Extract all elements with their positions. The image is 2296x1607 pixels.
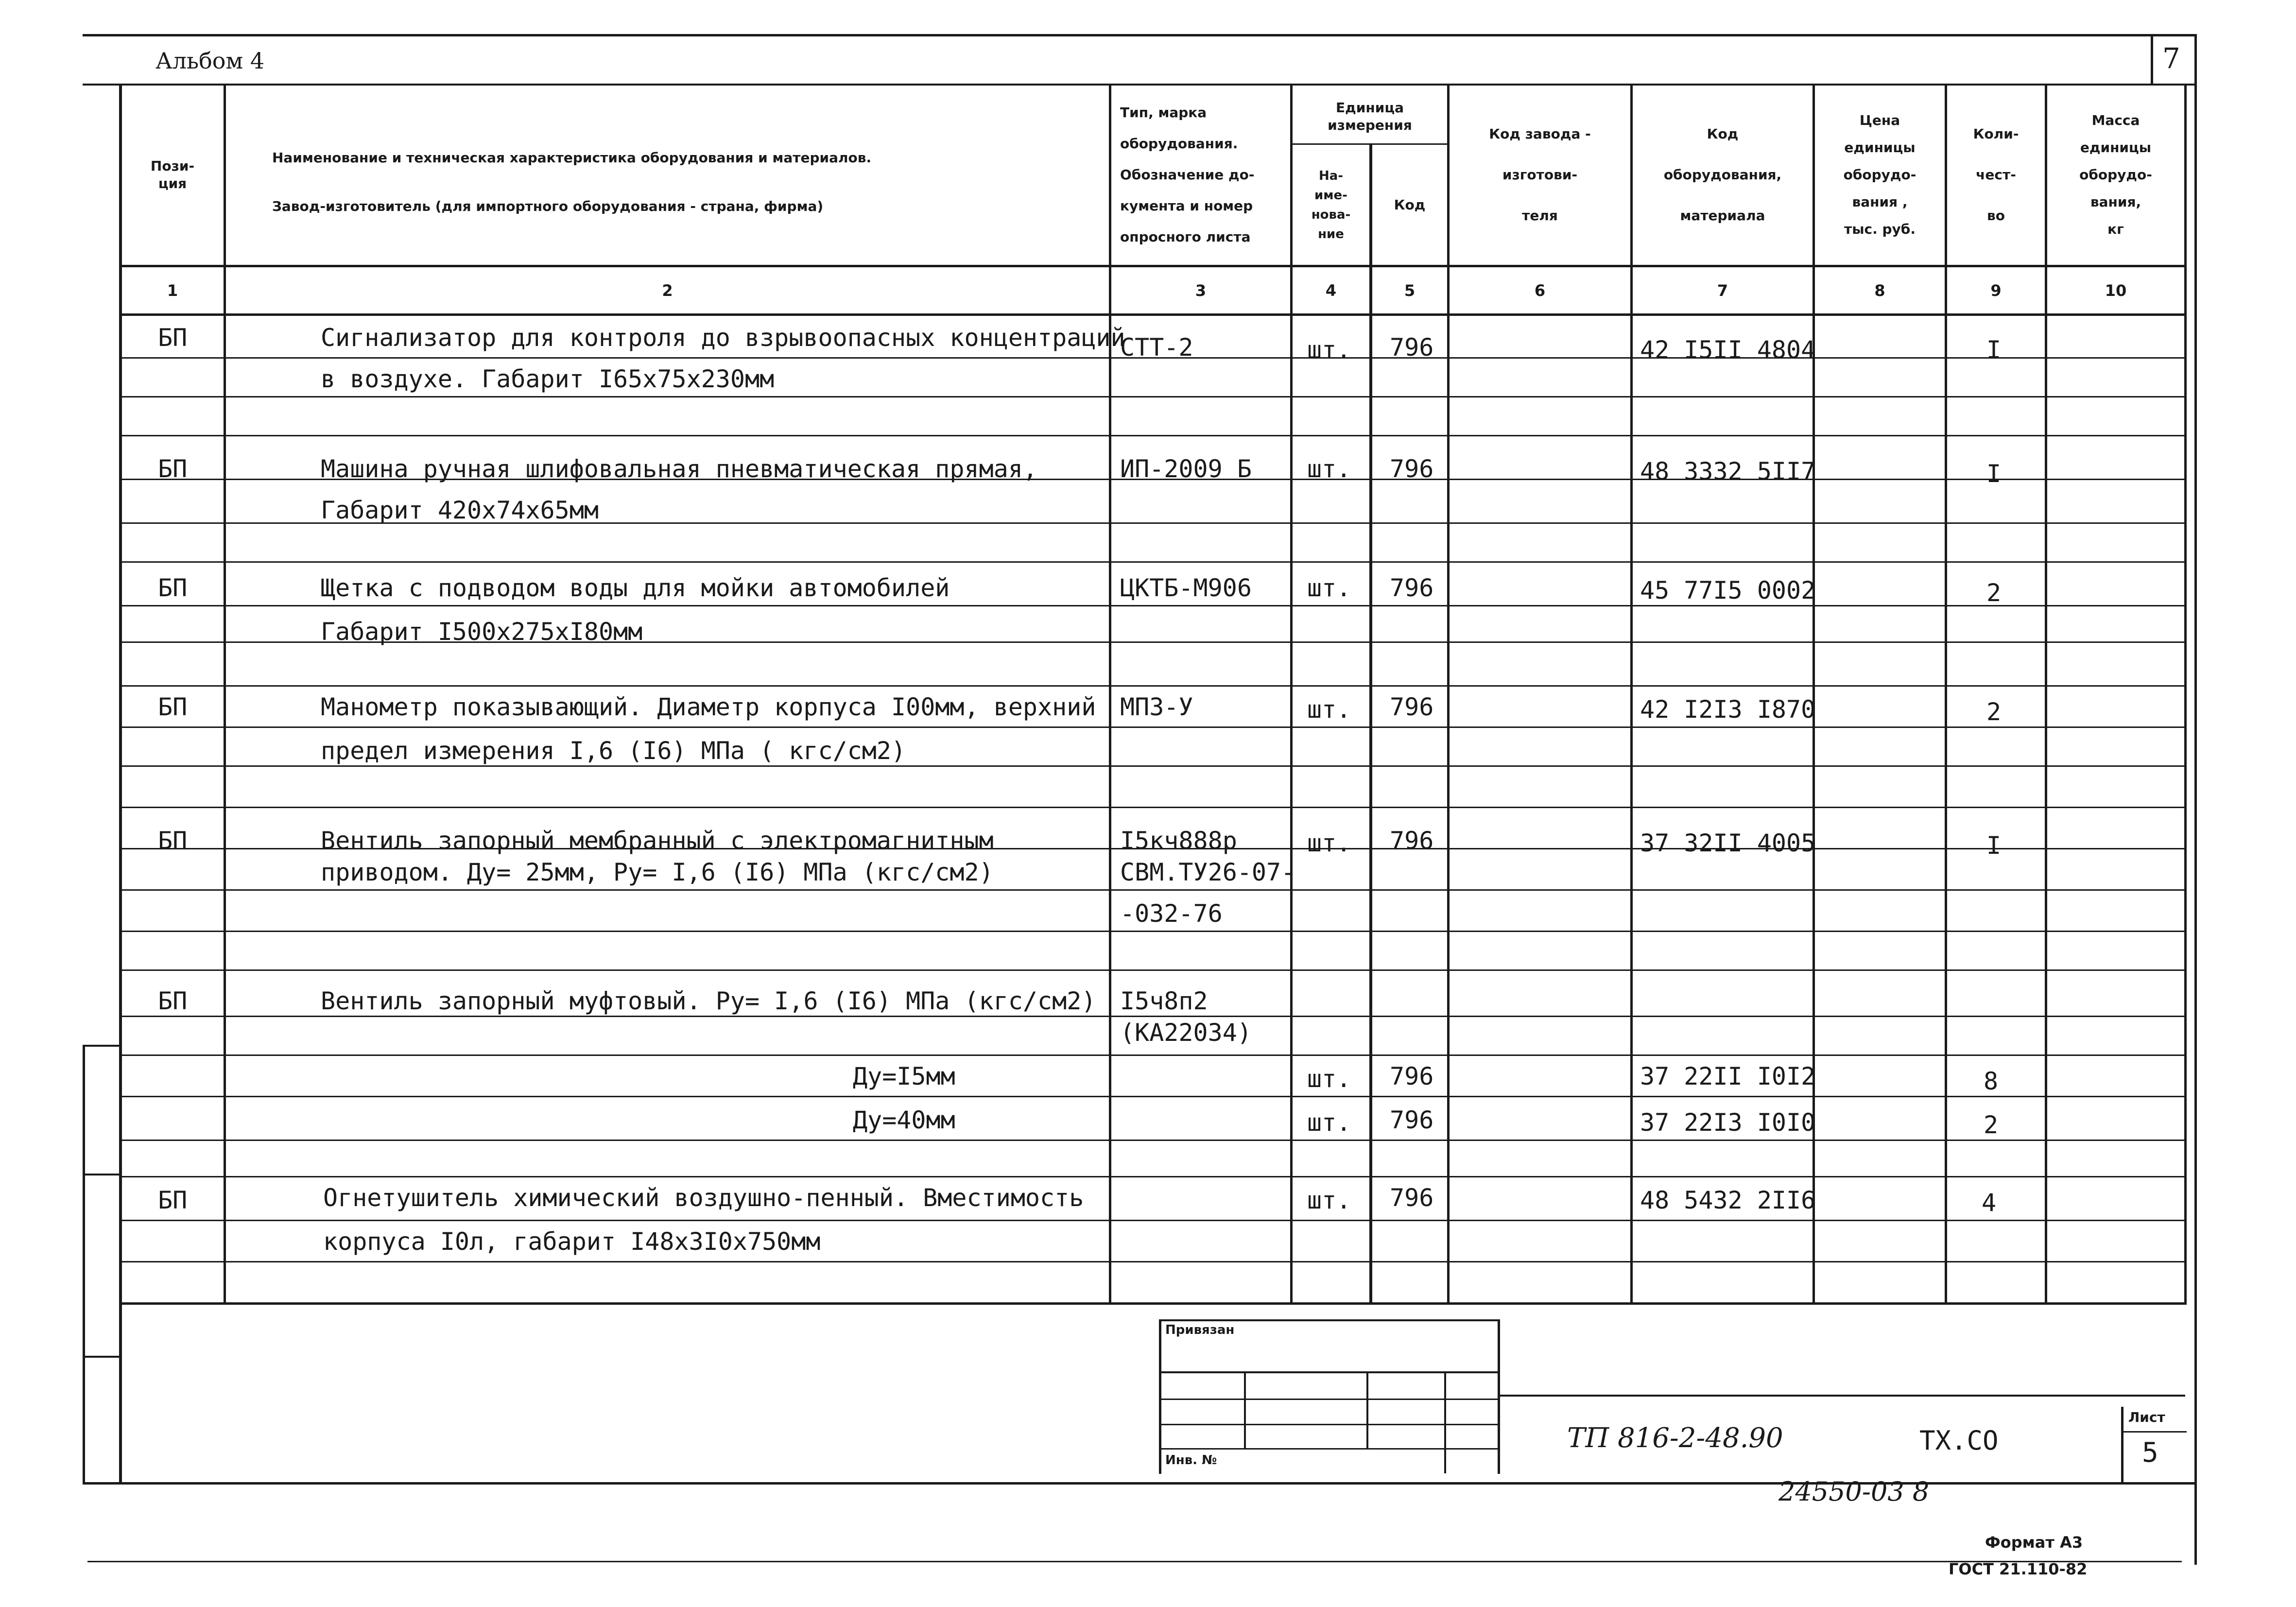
header-unit-code: Код bbox=[1394, 196, 1426, 213]
header-type: Тип, марка оборудования. Обозначение до- кумента и номер опросного листа bbox=[1120, 104, 1255, 245]
album-label: Альбом 4 bbox=[155, 48, 265, 74]
item-6-sub-2-code: 796 bbox=[1390, 1106, 1434, 1134]
item-2-name-line-1: Машина ручная шлифовальная пневматическая прямая, bbox=[321, 455, 1038, 483]
item-5-unit: шт. bbox=[1307, 829, 1351, 857]
item-5-type-line-2: СВМ.ТУ26-07- bbox=[1120, 858, 1296, 886]
item-7-position: БП bbox=[158, 1186, 188, 1214]
header-unit-name: На- име- нова- ние bbox=[1311, 168, 1351, 242]
item-6-name-line-1: Вентиль запорный муфтовый. Ру= I,6 (I6) МПа (кгс/см2) bbox=[321, 987, 1096, 1015]
item-6-position: БП bbox=[158, 987, 188, 1015]
item-6-sub-1-label: Ду=I5мм bbox=[853, 1062, 955, 1090]
item-5-name-line-1: Вентиль запорный мембранный с электромагнитным bbox=[321, 827, 994, 855]
header-mass: Масса единицы оборудо- вания, кг bbox=[2079, 112, 2152, 237]
item-4-code: 796 bbox=[1390, 693, 1434, 721]
item-4-name-line-2: предел измерения I,6 (I6) МПа ( кгс/см2) bbox=[321, 737, 906, 765]
item-7-code: 796 bbox=[1390, 1184, 1434, 1212]
item-1-code: 796 bbox=[1390, 333, 1434, 362]
item-1-name-line-1: Сигнализатор для контроля до взрывоопасных концентраций bbox=[321, 324, 1125, 352]
item-6-sub-1-equipment-code: 37 22II I0I2 bbox=[1640, 1062, 1816, 1090]
item-7-name-line-2: корпуса I0л, габарит I48x3I0x750мм bbox=[323, 1227, 821, 1256]
col-number-8: 8 bbox=[1874, 281, 1885, 300]
item-6-sub-1-unit: шт. bbox=[1307, 1065, 1351, 1093]
item-2-type: ИП-2009 Б bbox=[1120, 455, 1252, 483]
item-1-quantity: I bbox=[1986, 336, 2002, 364]
item-6-sub-2-unit: шт. bbox=[1307, 1108, 1351, 1137]
item-5-equipment-code: 37 32II 4005 bbox=[1640, 829, 1816, 857]
page-number: 7 bbox=[2162, 42, 2180, 75]
header-position: Пози- ция bbox=[150, 158, 195, 191]
document-code: ТП 816-2-48.90 bbox=[1567, 1422, 1783, 1454]
header-quantity: Коли- чест- во bbox=[1973, 126, 2019, 224]
col-number-4: 4 bbox=[1325, 281, 1337, 300]
item-1-type: СТТ-2 bbox=[1120, 333, 1193, 362]
item-4-type: МПЗ-У bbox=[1120, 693, 1193, 721]
item-2-unit: шт. bbox=[1307, 455, 1351, 483]
item-7-quantity: 4 bbox=[1982, 1189, 1997, 1217]
item-6-type-line-2: (КА22034) bbox=[1120, 1019, 1252, 1047]
sheet-number: 5 bbox=[2142, 1437, 2158, 1469]
col-number-10: 10 bbox=[2105, 281, 2127, 300]
item-1-position: БП bbox=[158, 324, 188, 352]
item-3-code: 796 bbox=[1390, 574, 1434, 602]
col-number-2: 2 bbox=[662, 281, 673, 300]
item-2-quantity: I bbox=[1986, 460, 2002, 488]
item-4-unit: шт. bbox=[1307, 695, 1351, 724]
item-5-code: 796 bbox=[1390, 827, 1434, 855]
item-2-equipment-code: 48 3332 5II7 bbox=[1640, 457, 1816, 485]
col-number-6: 6 bbox=[1534, 281, 1546, 300]
item-4-name-line-1: Манометр показывающий. Диаметр корпуса I00мм, верхний bbox=[321, 693, 1096, 721]
item-5-quantity: I bbox=[1986, 831, 2002, 860]
handwritten-number: 24550-03 8 bbox=[1778, 1476, 1930, 1507]
header-maker-code: Код завода - изготови- теля bbox=[1489, 126, 1591, 224]
item-2-name-line-2: Габарит 420x74x65мм bbox=[321, 496, 599, 524]
item-3-quantity: 2 bbox=[1986, 579, 2002, 607]
header-equipment-code: Код оборудования, материала bbox=[1663, 126, 1782, 224]
header-price: Цена единицы оборудо- вания , тыс. руб. bbox=[1843, 112, 1916, 237]
item-1-equipment-code: 42 I5II 4804 bbox=[1640, 336, 1816, 364]
item-3-type: ЦКТБ-М906 bbox=[1120, 574, 1252, 602]
page-box-left bbox=[2151, 34, 2153, 85]
frame-top-line bbox=[83, 34, 2196, 36]
item-4-quantity: 2 bbox=[1986, 698, 2002, 726]
item-3-name-line-2: Габарит I500x275xI80мм bbox=[321, 618, 643, 646]
item-2-code: 796 bbox=[1390, 455, 1434, 483]
item-6-sub-1-code: 796 bbox=[1390, 1062, 1434, 1090]
frame-right-line bbox=[2194, 34, 2197, 1565]
item-6-sub-2-equipment-code: 37 22I3 I0I0 bbox=[1640, 1108, 1816, 1137]
col-number-9: 9 bbox=[1990, 281, 2002, 300]
col-number-3: 3 bbox=[1195, 281, 1207, 300]
item-3-name-line-1: Щетка с подводом воды для мойки автомобилей bbox=[321, 574, 950, 602]
item-4-equipment-code: 42 I2I3 I870 bbox=[1640, 695, 1816, 724]
format-label: Формат А3 bbox=[1985, 1533, 2083, 1552]
item-1-name-line-2: в воздухе. Габарит I65x75x230мм bbox=[321, 365, 775, 393]
col-number-7: 7 bbox=[1717, 281, 1728, 300]
item-6-sub-2-label: Ду=40мм bbox=[853, 1106, 955, 1134]
col-number-1: 1 bbox=[167, 281, 178, 300]
item-3-equipment-code: 45 77I5 0002 bbox=[1640, 576, 1816, 605]
item-6-sub-2-quantity: 2 bbox=[1984, 1111, 1999, 1139]
item-2-position: БП bbox=[158, 455, 188, 483]
col-number-5: 5 bbox=[1404, 281, 1416, 300]
item-7-name-line-1: Огнетушитель химический воздушно-пенный. Вместимость bbox=[323, 1184, 1084, 1212]
item-3-position: БП bbox=[158, 574, 188, 602]
stamp-inv-label: Инв. № bbox=[1165, 1453, 1217, 1468]
item-1-unit: шт. bbox=[1307, 336, 1351, 364]
header-name: Наименование и техническая характеристика оборудования и материалов. Завод-изготовитель (для импортного оборудования - страна, фирма) bbox=[272, 150, 872, 214]
item-5-position: БП bbox=[158, 827, 188, 855]
bottom-dashed-line bbox=[87, 1561, 2182, 1562]
item-7-equipment-code: 48 5432 2II6 bbox=[1640, 1186, 1816, 1214]
stamp-privyazan-label: Привязан bbox=[1165, 1323, 1235, 1337]
item-5-type-line-3: -032-76 bbox=[1120, 899, 1223, 928]
item-5-type-line-1: I5кч888р bbox=[1120, 827, 1237, 855]
gost-label: ГОСТ 21.110-82 bbox=[1949, 1560, 2088, 1578]
item-6-type-line-1: I5ч8п2 bbox=[1120, 987, 1208, 1015]
item-7-unit: шт. bbox=[1307, 1186, 1351, 1214]
item-5-name-line-2: приводом. Ду= 25мм, Ру= I,6 (I6) МПа (кгс/см2) bbox=[321, 858, 994, 886]
section-code: ТХ.СО bbox=[1919, 1425, 1999, 1456]
sheet-label: Лист bbox=[2128, 1409, 2165, 1425]
item-3-unit: шт. bbox=[1307, 574, 1351, 602]
header-unit-group: Единица измерения bbox=[1328, 100, 1412, 133]
item-6-sub-1-quantity: 8 bbox=[1984, 1067, 1999, 1095]
item-4-position: БП bbox=[158, 693, 188, 721]
